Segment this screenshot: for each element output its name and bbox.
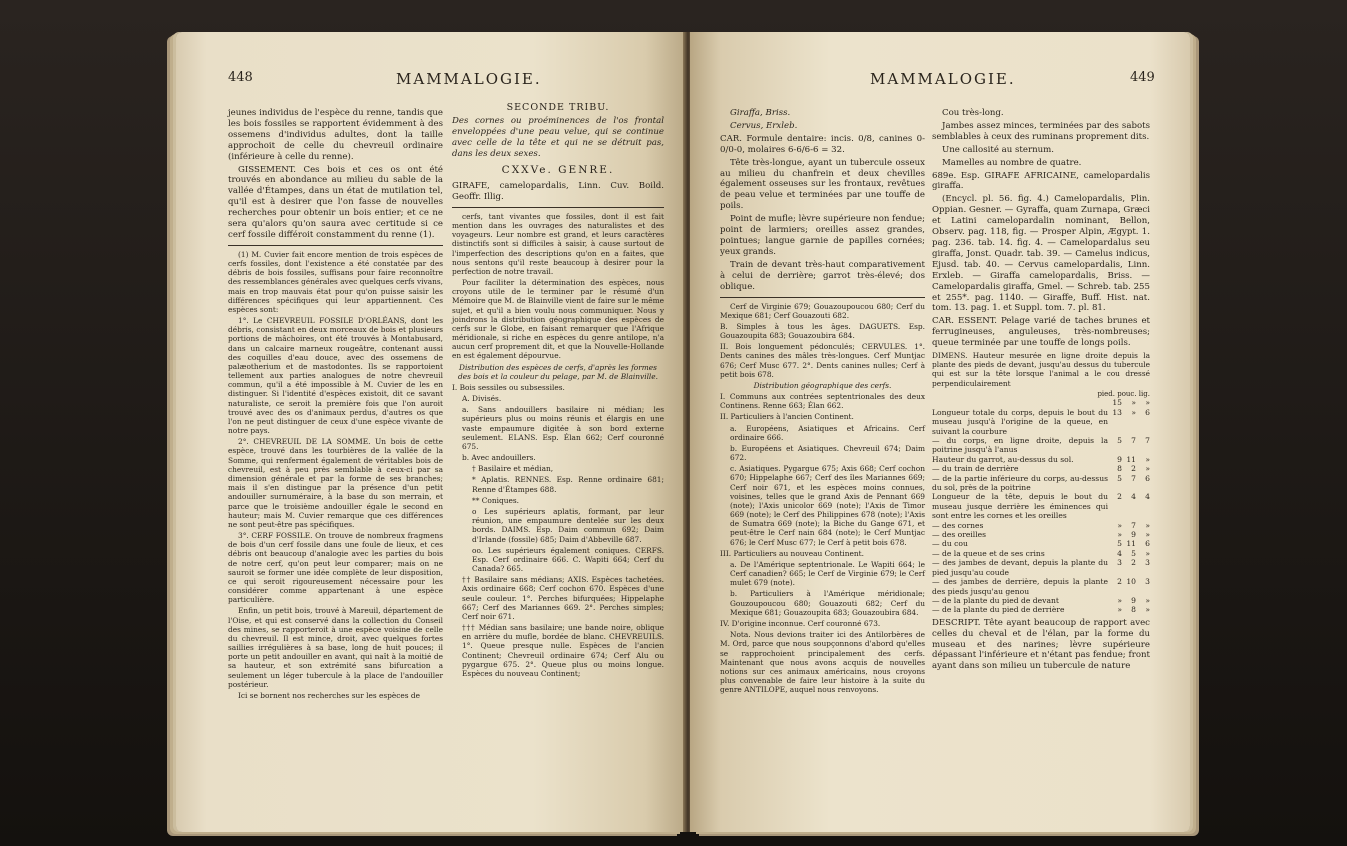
genus-name: GIRAFE, camelopardalis, Linn. Cuv. Boild. Geoffr. Illig.	[452, 181, 664, 202]
measurement-value: 5	[1131, 548, 1136, 558]
measurement-label: — de la plante du pied de derrière	[932, 605, 1065, 615]
divider	[720, 297, 925, 298]
list-item: A. Divisés.	[462, 394, 502, 404]
footnote: 2°. CHEVREUIL DE LA SOMME. Un bois de cette espèce, trouvé dans les tourbières de la vallée de la Somme, qui renferment également de véritables bois de chevreuil, est à peu près semblable à ceux-ci par sa dimension générale et par la forme de ses branches; mais il s'en distingue par la présence d'un petit andouiller surnuméraire, à la base du son merrain, et parce que le troisième andouiller égale le second en hauteur; mais M. Cuvier remarque que ces différences ne sont peut-être pas spécifiques.	[228, 437, 443, 529]
tribe-heading: SECONDE TRIBU.	[506, 102, 610, 113]
footnote: 3°. CERF FOSSILE. On trouve de nombreux fragmens de bois d'un cerf fossile dans une foule de lieux, et ces débris ont beaucoup d'analogie avec les parties du bois de notre cerf, qu'on peut leur comparer; mais on ne sauroit se former une idée complète de leur disposition, ce qui seroit rigoureusement nécessaire pour les considérer comme appartenant à une espèce particulière.	[228, 531, 443, 605]
running-head: MAMMALOGIE.	[870, 70, 1016, 88]
measurement-value: »	[1145, 548, 1150, 558]
measurement-value: »	[1117, 530, 1122, 540]
right-column-1	[720, 108, 925, 696]
paragraph: Cerf de Virginie 679; Gouazoupoucou 680; Cerf du Mexique 681; Cerf Gouazouti 682.	[720, 301, 925, 320]
measurement-row	[932, 474, 1150, 493]
list-item: * Aplatis. RENNES. Esp. Renne ordinaire 681; Renne d'Étampes 688.	[472, 475, 664, 494]
measurement-label: Longueur de la tête, depuis le bout du museau jusque derrière les éminences qui sont entre les cornes et les oreilles	[932, 492, 1108, 521]
paragraph: Une callosité au sternum.	[942, 144, 1055, 155]
measurement-row	[932, 596, 1150, 605]
genus-heading: CXXVe. GENRE.	[501, 163, 615, 176]
synonymy: (Encycl. pl. 56. fig. 4.) Camelopardalis, Plin. Oppian. Gesner. — Gyraffa, quam Zurnapa, Græci et Latini camelopardalin nominant, Bellon, Observ. pag. 118, fig. — Prosper Alpin, Ægypt. 1. pag. 236. tab. 14. fig. 4. — Camelopardalus seu giraffa, Jonst. Quadr. tab. 39. — Camelus indicus, Ejusd. tab. 40. — Cervus camelopardalis, Linn. Erxleb. — Giraffa camelopardalis, Briss. — Camelopardalis giraffa, Gmel. — Schreb. tab. 255 et 255*. pag. 1140. — Giraffe, Buff. Hist. nat. tom. 13. pag. 1. et Suppl. tom. 7. pl. 81.	[932, 194, 1150, 314]
measurement-row	[932, 521, 1150, 530]
list-item: III. Particuliers au nouveau Continent.	[720, 548, 865, 558]
running-head: MAMMALOGIE.	[396, 70, 542, 88]
measurement-value: »	[1145, 605, 1150, 615]
measurement-label: — de la partie inférieure du corps, au-dessus du sol, près de la poitrine	[932, 473, 1108, 493]
measurement-label: — de la queue et de ses crins	[932, 548, 1045, 558]
measurement-label	[932, 398, 1108, 407]
description: DESCRIPT. Tête ayant beaucoup de rapport avec celles du cheval et de l'élan, par la forme du museau et des narines; lèvre supérieure dépassant l'inférieure et n'étant pas fendue; front ayant dans son milieu un tubercule de nature	[932, 617, 1150, 672]
measurement-value: 4	[1117, 548, 1122, 558]
paragraph: Tête très-longue, ayant un tubercule osseux au milieu du chanfrein et deux chevilles également osseuses sur les frontaux, revêtues de peau velue et terminées par une touffe de poils.	[720, 157, 925, 212]
measurement-value: 2	[1131, 464, 1136, 474]
divider	[228, 245, 443, 246]
measurement-label: Longueur totale du corps, depuis le bout du museau jusqu'à l'origine de la queue, en suivant la courbure	[932, 407, 1108, 436]
measurement-label: — des cornes	[932, 520, 984, 530]
list-item: †† Basilaire sans médians; AXIS. Espèces tachetées. Axis ordinaire 668; Cerf cochon 670. Espèces d'une seule couleur. 1°. Perches bifurquées; Hippelaphe 667; Cerf des Mariannes 669. 2°. Perches simples; Cerf noir 671.	[462, 575, 664, 621]
page-number: 449	[1130, 70, 1155, 85]
measurement-value: 13	[1112, 407, 1122, 417]
measurement-value: 9	[1131, 530, 1136, 540]
synonym: Cervus, Erxleb.	[730, 120, 798, 131]
essential-characters: CAR. ESSENT. Pelage varié de taches brunes et ferrugineuses, anguleuses, très-nombreuses; queue terminée par une touffe de longs poils.	[932, 316, 1150, 349]
list-item: B. Simples à tous les âges. DAGUETS. Esp. Gouazoupita 683; Gouazoubira 684.	[720, 321, 925, 341]
paragraph: CAR. Formule dentaire: incis. 0/8, canines 0-0/0-0, molaires 6-6/6-6 = 32.	[720, 133, 925, 155]
measurement-value: »	[1117, 520, 1122, 530]
list-item: I. Communs aux contrées septentrionales des deux Continens. Renne 663; Élan 662.	[720, 392, 925, 411]
list-item: oo. Les supérieurs également coniques. CERFS. Esp. Cerf ordinaire 666. C. Wapiti 664; Cerf du Canada? 665.	[472, 545, 664, 574]
measurement-row	[932, 577, 1150, 596]
list-item: b. Particuliers à l'Amérique méridionale; Gouzoupoucou 680; Gouazouti 682; Cerf du Mexique 681; Gouazoupita 683; Gouazoubira 684.	[730, 589, 925, 617]
measurement-row	[932, 530, 1150, 539]
measurement-label: — du train de derrière	[932, 464, 1019, 474]
list-item: o Les supérieurs aplatis, formant, par leur réunion, une empaumure dentelée sur les deux bords. DAIMS. Esp. Daim commun 692; Daim d'Irlande (fossile) 685; Daim d'Abbeville 687.	[472, 506, 664, 544]
measurements-table	[932, 398, 1150, 614]
list-item: a. Sans andouillers basilaire ni médian; les supérieurs plus ou moins réunis et élargis en une vaste empaumure digitée à son bord externe seulement. ELANS. Esp. Élan 662; Cerf couronné 675.	[462, 405, 664, 451]
measurement-value: »	[1145, 454, 1150, 464]
footnote: Enfin, un petit bois, trouvé à Mareuil, département de l'Oise, et qui est conservé dans la collection du Conseil des mines, se rapporteroit à une espèce voisine de celle du chevreuil. Il est mince, droit, avec quelques fortes saillies irrégulières à sa base, long de huit pouces; il porte un petit andouiller en avant, qui naît à la moitié de sa hauteur, et son extrémité sans bifurcation a seulement un léger tubercule à la place de l'andouiller postérieur.	[228, 606, 443, 689]
measurement-value: 5	[1117, 539, 1122, 549]
list-item: b. Européens et Asiatiques. Chevreuil 674; Daim 672.	[730, 443, 925, 463]
measurement-label: — des oreilles	[932, 530, 987, 540]
measurement-value: »	[1117, 595, 1122, 605]
measurement-value: 11	[1126, 454, 1136, 464]
page-number: 448	[228, 70, 253, 85]
measurement-label: — du cou	[932, 539, 968, 549]
list-item: IV. D'origine inconnue. Cerf couronné 673.	[720, 619, 881, 628]
measurement-value: 2	[1131, 558, 1136, 568]
measurement-value: 3	[1145, 558, 1150, 568]
paragraph: cerfs, tant vivantes que fossiles, dont il est fait mention dans les ouvrages des naturalistes et des voyageurs. Leur nombre est grand, et leurs caractères distinctifs sont si difficiles à saisir, à cause surtout de l'imperfection des descriptions qu'on en a faites, que nous sentons qu'il reste beaucoup à desirer pour la perfection de notre travail.	[452, 211, 664, 276]
measurement-row	[932, 605, 1150, 614]
measurement-value: 9	[1117, 454, 1122, 464]
dimensions-intro: DIMENS. Hauteur mesurée en ligne droite depuis la plante des pieds de devant, jusqu'au dessus du tubercule qui est sur la tête lorsque l'animal a le cou dressé perpendiculairement	[932, 351, 1150, 388]
left-column-1	[228, 108, 443, 702]
measurement-row	[932, 492, 1150, 520]
measurement-value: 7	[1131, 520, 1136, 530]
footnote: 1°. Le CHEVREUIL FOSSILE D'ORLÉANS, dont les débris, consistant en deux morceaux de bois et plusieurs portions de mâchoires, ont été trouvés à Montabusard, dans un calcaire marneux rougeâtre, contenant aussi des coquilles d'eau douce, avec des ossemens de palæotherium et de mastodontes. Ils se rapportoient tellement aux parties analogues de notre chevreuil commun, qu'il a été impossible à M. Cuvier de les en distinguer. Si l'identité d'espèces existoit, dit ce savant naturaliste, ce seroit la première fois que l'on auroit trouvé avec des os d'animaux perdus, d'autres os que l'on ne peut distinguer de ceux d'une espèce vivante de notre pays.	[228, 316, 443, 436]
measurement-value: 3	[1145, 577, 1150, 587]
measurement-row	[932, 455, 1150, 464]
measurement-value: 8	[1117, 464, 1122, 474]
measurement-value: 7	[1131, 473, 1136, 483]
measurement-label: — de la plante du pied de devant	[932, 595, 1059, 605]
measurement-value: 9	[1131, 595, 1136, 605]
synonym: Giraffa, Briss.	[730, 108, 791, 118]
paragraph: Train de devant très-haut comparativement à celui de derrière; garrot très-élevé; dos oblique.	[720, 259, 925, 292]
right-column-2	[932, 108, 1150, 674]
note: Nota. Nous devions traiter ici des Antilorbères de M. Ord, parce que nous soupçonnons d'abord qu'elles se rapprochoient principalement des cerfs. Maintenant que nous avons acquis de nouvelles notions sur ces animaux américains, nous croyons plus convenable de faire leur histoire à la suite du genre ANTILOPE, auquel nous renvoyons.	[720, 630, 925, 695]
footnote: Ici se bornent nos recherches sur les espèces de	[238, 690, 421, 700]
paragraph: Cou très-long.	[942, 108, 1004, 118]
geography-title: Distribution géographique des cerfs.	[753, 380, 892, 390]
left-page	[176, 32, 686, 832]
measurement-row	[932, 539, 1150, 548]
list-item: a. De l'Amérique septentrionale. Le Wapiti 664; le Cerf canadien? 665; le Cerf de Virginie 679; le Cerf mulet 679 (note).	[730, 559, 925, 588]
list-item: ** Coniques.	[472, 495, 519, 505]
list-item: I. Bois sessiles ou subsessiles.	[452, 382, 565, 392]
measurement-value: 4	[1131, 492, 1136, 502]
measurement-value: »	[1145, 398, 1150, 408]
measurement-value: 4	[1145, 492, 1150, 502]
paragraph: Jambes assez minces, terminées par des sabots semblables à ceux des ruminans proprement dits.	[932, 120, 1150, 142]
measurement-value: 5	[1117, 436, 1122, 446]
measurement-row	[932, 408, 1150, 436]
measurement-label: — des jambes de devant, depuis la plante du pied jusqu'au coude	[932, 558, 1108, 577]
measurement-value: »	[1145, 530, 1150, 540]
measurement-value: 5	[1117, 473, 1122, 483]
measurement-row	[932, 398, 1150, 407]
left-column-2	[452, 102, 664, 680]
list-item: a. Européens, Asiatiques et Africains. Cerf ordinaire 666.	[730, 423, 925, 442]
measurement-value: 7	[1131, 436, 1136, 446]
paragraph: Pour faciliter la détermination des espèces, nous croyons utile de le terminer par le résumé d'un Mémoire que M. de Blainville vient de faire sur le même sujet, et qu'il a bien voulu nous communiquer. Nous y joindrons la distribution géographique des espèces de cerfs sur le Globe, en faisant remarquer que l'Afrique méridionale, si riche en espèces du genre antilope, n'a aucun cerf proprement dit, et que la Nouvelle-Hollande en est également dépourvue.	[452, 278, 664, 361]
list-item: ††† Médian sans basilaire; une bande noire, oblique en arrière du mufle, bordée de blanc. CHEVREUILS. 1°. Queue presque nulle. Espèces de l'ancien Continent; Chevreuil ordinaire 674; Cerf Alu ou pygargue 675. 2°. Queue plus ou moins longue. Espèces du nouveau Continent;	[462, 623, 664, 678]
measurement-value: »	[1145, 595, 1150, 605]
paragraph: jeunes individus de l'espèce du renne, tandis que les bois fossiles se rapportent évidemment à des ossemens d'individus adultes, dont la taille approchoit de celle du chevreuil ordinaire (inférieure à celle du renne).	[228, 108, 443, 162]
list-item: c. Asiatiques. Pygargue 675; Axis 668; Cerf cochon 670; Hippelaphe 667; Cerf des îles Mariannes 669; Cerf noir 671, et les espèces moins connues, voisines, telles que le grand Axis de Pennant 669 (note); l'Axis unicolor 669 (note); l'Axis de Timor 669 (note); le Cerf des Philippines 678 (note); l'Axis de Sumatra 669 (note); la Biche du Gange 671, et peut-être le Cerf nain 684 (note); le Cerf Muntjac 676; le Cerf Musc 677; le Cerf à petit bois 678.	[730, 464, 925, 547]
list-item: † Basilaire et médian,	[472, 464, 554, 474]
measurement-value: »	[1117, 605, 1122, 615]
measurement-value: 6	[1145, 407, 1150, 417]
list-item: II. Bois longuement pédonculés; CERVULES. 1°. Dents canines des mâles très-longues. Cerf Muntjac 676; Cerf Musc 677. 2°. Dents canines nulles; Cerf à petit bois 678.	[720, 342, 925, 379]
right-page	[690, 32, 1190, 832]
measurement-value: »	[1131, 398, 1136, 408]
measurement-value: »	[1131, 407, 1136, 417]
measurement-value: 2	[1117, 492, 1122, 502]
measurement-label: — des jambes de derrière, depuis la plante des pieds jusqu'au genou	[932, 577, 1108, 596]
measurement-label: — du corps, en ligne droite, depuis la poitrine jusqu'à l'anus	[932, 436, 1108, 455]
measurement-row	[932, 464, 1150, 473]
measurement-value: »	[1145, 520, 1150, 530]
tribe-description: Des cornes ou proéminences de l'os frontal enveloppées d'une peau velue, qui se continue avec celle de la tête et qui ne se détruit pas, dans les deux sexes.	[452, 116, 664, 159]
measurement-value: »	[1145, 464, 1150, 474]
paragraph: Mamelles au nombre de quatre.	[942, 157, 1082, 168]
footnote: (1) M. Cuvier fait encore mention de trois espèces de cerfs fossiles, dont l'existence a été constatée par des débris de bois fossiles, suffisans pour faire reconnoître des ressemblances générales avec quelques cerfs vivans, mais en trop mauvais état pour qu'on puisse saisir les différences spécifiques qui leur appartiennent. Ces espèces sont:	[228, 249, 443, 314]
measurement-value: 10	[1126, 577, 1136, 587]
measurement-row	[932, 558, 1150, 577]
measurement-label: Hauteur du garrot, au-dessus du sol.	[932, 454, 1074, 464]
paragraph: GISSEMENT. Ces bois et ces os ont été trouvés en abondance au milieu du sable de la vallée d'Étampes, dans un état de mutilation tel, qu'il est à desirer que l'on fasse de nouvelles recherches pour obtenir un bois entier; et ce ne sera qu'alors qu'on saura avec certitude si ce cerf fossile différoit constamment du renne (1).	[228, 164, 443, 240]
distribution-title: Distribution des espèces de cerfs, d'après les formes des bois et la couleur du pelage, par M. de Blainville.	[457, 362, 659, 381]
measurement-value: 6	[1145, 473, 1150, 483]
measurement-row	[932, 436, 1150, 455]
list-item: b. Avec andouillers.	[462, 453, 536, 463]
measurement-value: 7	[1145, 436, 1150, 446]
measurement-value: 15	[1112, 398, 1122, 408]
measurement-value: 11	[1126, 539, 1136, 549]
measurement-value: 2	[1117, 577, 1122, 587]
measurement-row	[932, 549, 1150, 558]
divider	[452, 207, 664, 208]
species-title: 689e. Esp. GIRAFE AFRICAINE, camelopardalis giraffa.	[932, 170, 1150, 192]
measurement-value: 3	[1117, 558, 1122, 568]
measurement-value: 8	[1131, 605, 1136, 615]
units-header: pied. pouc. lig.	[1097, 389, 1150, 398]
measurement-value: 6	[1145, 539, 1150, 549]
list-item: II. Particuliers à l'ancien Continent.	[720, 412, 854, 422]
paragraph: Point de mufle; lèvre supérieure non fendue; point de larmiers; oreilles assez grandes, pointues; langue garnie de papilles cornées; yeux grands.	[720, 214, 925, 257]
